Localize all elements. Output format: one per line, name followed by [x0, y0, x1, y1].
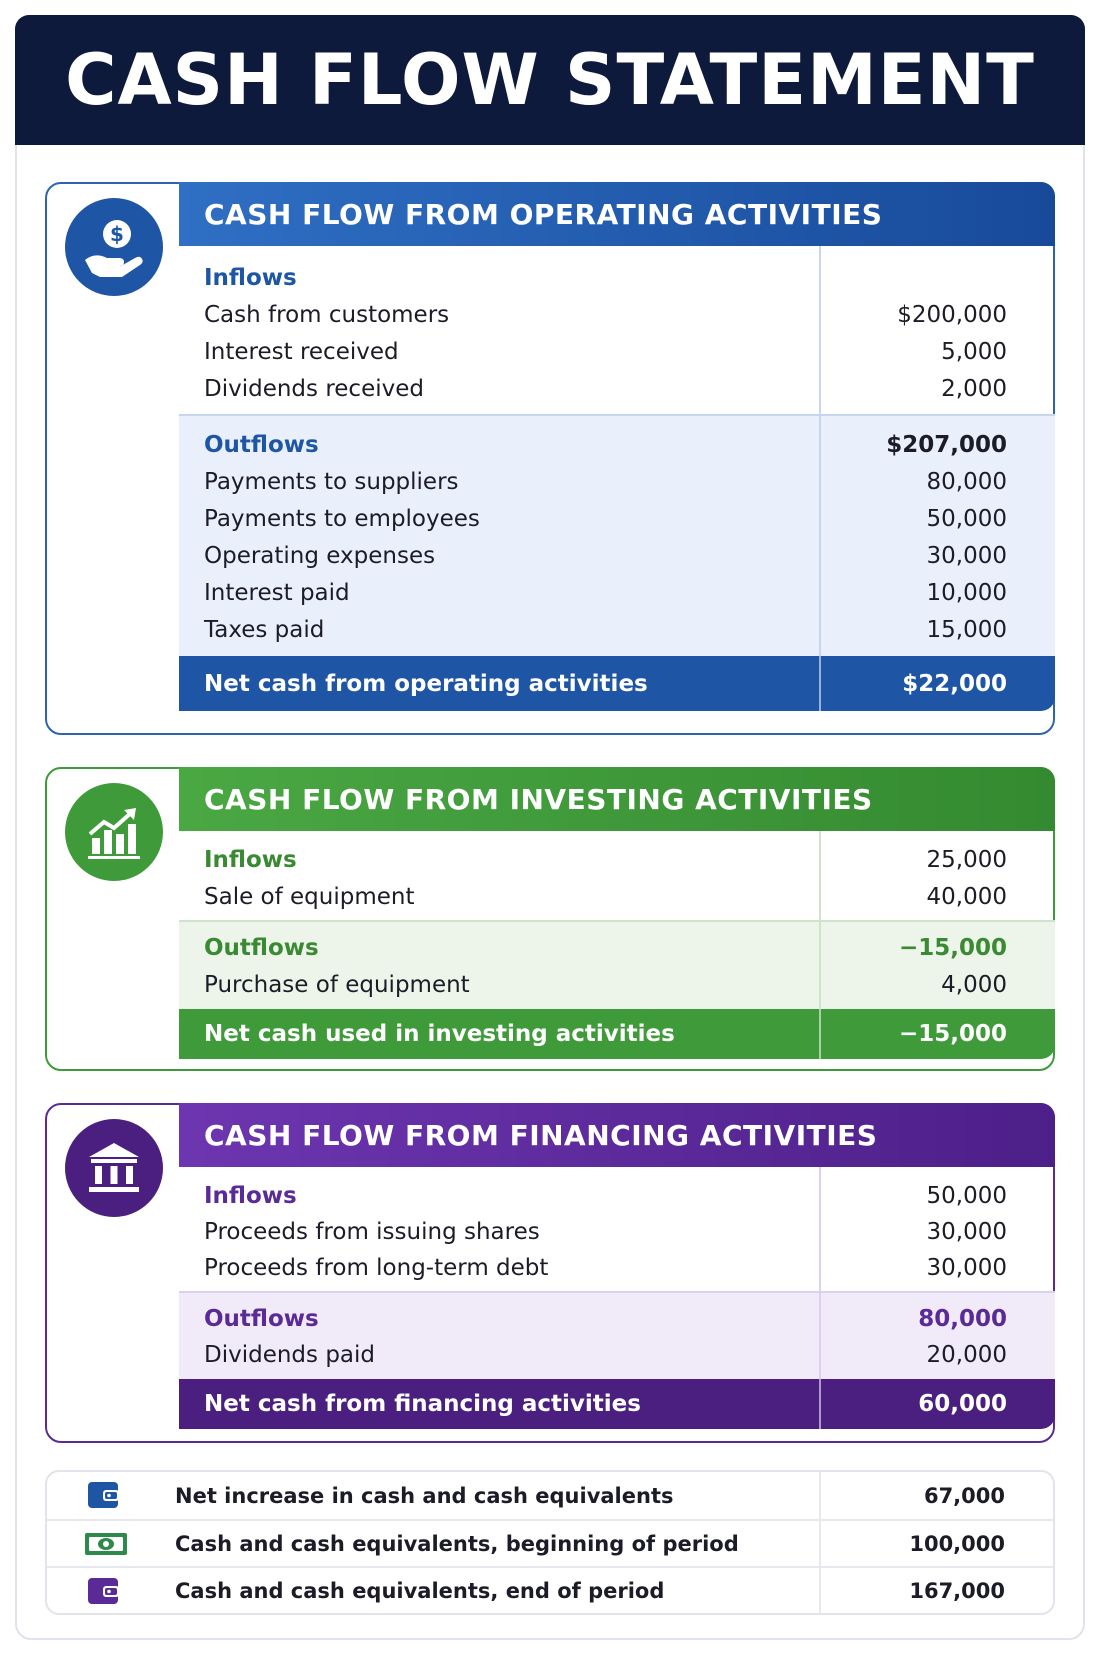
operating-inflows-block — [179, 246, 1055, 416]
wallet-purple-icon — [83, 1576, 129, 1606]
investing-section — [45, 767, 1055, 1071]
investing-inflows-block — [179, 831, 1055, 922]
investing-outflows-heading: Outflows −15,000 — [204, 934, 1007, 961]
table-row: Operating expenses 30,000 — [204, 542, 1007, 569]
wallet-blue-icon — [83, 1480, 129, 1510]
financing-outflows-heading: Outflows 80,000 — [204, 1305, 1007, 1332]
summary-row-end: Cash and cash equivalents, end of period 167,000 — [47, 1566, 1053, 1613]
financing-inflows-block — [179, 1167, 1055, 1293]
investing-table — [179, 831, 1055, 1059]
financing-header: CASH FLOW FROM FINANCING ACTIVITIES — [179, 1103, 1055, 1167]
table-row: Dividends received 2,000 — [204, 375, 1007, 402]
table-row: Taxes paid 15,000 — [204, 616, 1007, 643]
financing-total-row: Net cash from financing activities 60,000 — [179, 1379, 1055, 1429]
table-row: Proceeds from long-term debt 30,000 — [204, 1255, 1007, 1281]
table-row: Sale of equipment 40,000 — [204, 883, 1007, 910]
operating-header: CASH FLOW FROM OPERATING ACTIVITIES — [179, 182, 1055, 246]
operating-outflows-block — [179, 416, 1055, 656]
investing-inflows-heading: Inflows 25,000 — [204, 846, 1007, 873]
operating-total-row: Net cash from operating activities $22,000 — [179, 656, 1055, 711]
table-row: Interest paid 10,000 — [204, 579, 1007, 606]
financing-outflows-block — [179, 1293, 1055, 1379]
operating-section — [45, 182, 1055, 735]
banknote-icon — [83, 1529, 129, 1559]
financing-inflows-heading: Inflows 50,000 — [204, 1182, 1007, 1209]
financing-section — [45, 1103, 1055, 1443]
table-row: Cash from customers $200,000 — [204, 301, 1007, 328]
bank-icon — [65, 1119, 163, 1217]
title-banner — [15, 15, 1085, 145]
table-row: Proceeds from issuing shares 30,000 — [204, 1219, 1007, 1245]
hand-dollar-icon — [65, 198, 163, 296]
financing-table — [179, 1167, 1055, 1429]
table-row: Payments to employees 50,000 — [204, 505, 1007, 532]
table-row: Interest received 5,000 — [204, 338, 1007, 365]
operating-table — [179, 246, 1055, 711]
table-row: Purchase of equipment 4,000 — [204, 971, 1007, 998]
operating-outflows-heading: Outflows $207,000 — [204, 431, 1007, 458]
summary-row-net-increase: Net increase in cash and cash equivalents 67,000 — [47, 1472, 1053, 1519]
investing-outflows-block — [179, 922, 1055, 1009]
svg-text:$: $ — [110, 222, 124, 246]
investing-header: CASH FLOW FROM INVESTING ACTIVITIES — [179, 767, 1055, 831]
summary-table — [45, 1470, 1055, 1615]
table-row: Payments to suppliers 80,000 — [204, 468, 1007, 495]
page-title: CASH FLOW STATEMENT — [65, 39, 1035, 121]
table-row: Dividends paid 20,000 — [204, 1342, 1007, 1368]
investing-total-row: Net cash used in investing activities −15,000 — [179, 1009, 1055, 1059]
summary-row-beginning: Cash and cash equivalents, beginning of period 100,000 — [47, 1519, 1053, 1566]
operating-inflows-heading: Inflows — [204, 264, 297, 291]
growth-chart-icon — [65, 783, 163, 881]
